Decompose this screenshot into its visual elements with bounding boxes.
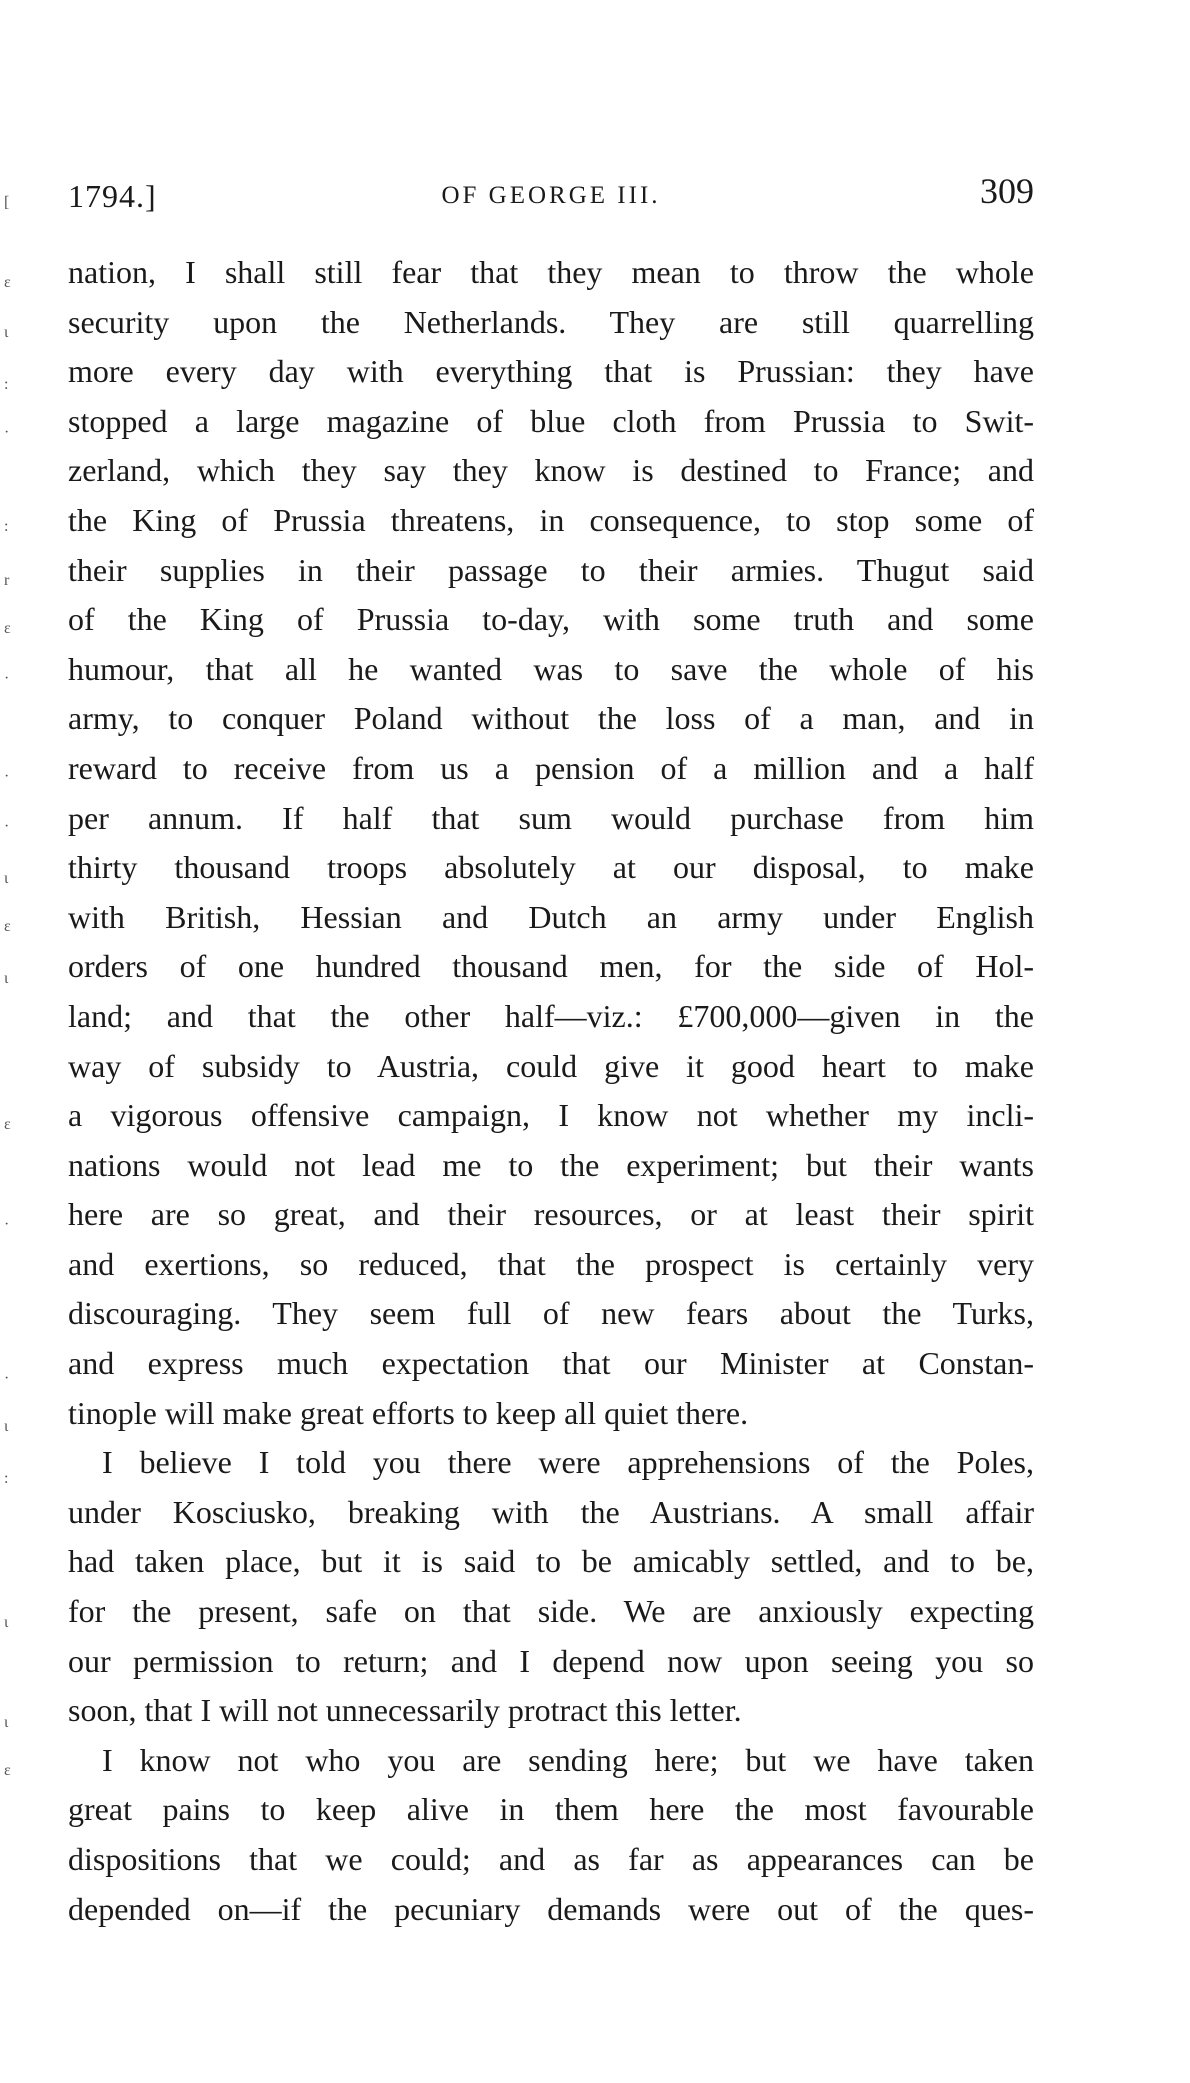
text-line: orders of one hundred thousand men, for the side of Hol- bbox=[68, 948, 1034, 985]
text-line: and exertions, so reduced, that the prospect is certainly very bbox=[68, 1245, 1034, 1282]
text-line: reward to receive from us a pension of a million and a half bbox=[68, 749, 1034, 786]
gutter-bleed-marks: [ ε ι : · : r ε · · · ι ε ι ε · · ι : ι ι ε bbox=[4, 194, 11, 1779]
text-line: thirty thousand troops absolutely at our disposal, to make bbox=[68, 849, 1034, 886]
text-line: nation, I shall still fear that they mean to throw the whole bbox=[68, 254, 1034, 290]
text-line: great pains to keep alive in them here the most favourable bbox=[68, 1791, 1034, 1828]
text-line: depended on—if the pecuniary demands were out of the ques- bbox=[68, 1890, 1034, 1927]
text-line: tinople will make great efforts to keep all quiet there. bbox=[68, 1394, 749, 1431]
text-line: stopped a large magazine of blue cloth from Prussia to Swit- bbox=[68, 402, 1034, 439]
text-line: army, to conquer Poland without the loss of a man, and in bbox=[68, 700, 1034, 737]
text-line: I know not who you are sending here; but we have taken bbox=[102, 1741, 1034, 1778]
text-line: I believe I told you there were apprehensions of the Poles, bbox=[102, 1444, 1034, 1481]
text-line: per annum. If half that sum would purchase from him bbox=[68, 799, 1034, 836]
text-line: discouraging. They seem full of new fears about the Turks, bbox=[68, 1295, 1034, 1332]
text-line: for the present, safe on that side. We are anxiously expecting bbox=[68, 1593, 1034, 1630]
text-line: dispositions that we could; and as far as appearances can be bbox=[68, 1841, 1034, 1877]
text-line: a vigorous offensive campaign, I know not whether my incli- bbox=[68, 1097, 1034, 1134]
text-line: here are so great, and their resources, or at least their spirit bbox=[68, 1196, 1034, 1233]
header-year: 1794.] bbox=[68, 178, 157, 214]
text-line: humour, that all he wanted was to save the whole of his bbox=[68, 650, 1034, 687]
text-line: land; and that the other half—viz.: £700,000—given in the bbox=[68, 997, 1034, 1034]
text-line: way of subsidy to Austria, could give it good heart to make bbox=[68, 1047, 1034, 1084]
page-number: 309 bbox=[980, 171, 1034, 211]
text-line: more every day with everything that is Prussian: they have bbox=[68, 353, 1034, 390]
running-title: OF GEORGE III. bbox=[441, 182, 661, 209]
paragraph bbox=[68, 1736, 1034, 1934]
text-line: of the King of Prussia to-day, with some truth and some bbox=[68, 601, 1034, 638]
paragraph bbox=[68, 1438, 1034, 1736]
text-line: our permission to return; and I depend now upon seeing you so bbox=[68, 1642, 1034, 1679]
text-line: had taken place, but it is said to be amicably settled, and to be, bbox=[68, 1543, 1034, 1580]
paragraph bbox=[68, 248, 1034, 1438]
text-line: with British, Hessian and Dutch an army under English bbox=[68, 898, 1034, 935]
text-line: zerland, which they say they know is destined to France; and bbox=[68, 452, 1034, 489]
running-header bbox=[68, 170, 1034, 220]
text-line: under Kosciusko, breaking with the Austrians. A small affair bbox=[68, 1493, 1034, 1530]
text-line: nations would not lead me to the experiment; but their wants bbox=[68, 1146, 1034, 1183]
text-line: and express much expectation that our Minister at Constan- bbox=[68, 1345, 1034, 1382]
text-line: the King of Prussia threatens, in consequence, to stop some of bbox=[68, 501, 1034, 538]
text-line: soon, that I will not unnecessarily protract this letter. bbox=[68, 1692, 742, 1729]
text-line: security upon the Netherlands. They are still quarrelling bbox=[68, 303, 1034, 340]
text-line: their supplies in their passage to their armies. Thugut said bbox=[68, 551, 1034, 588]
body-text bbox=[68, 248, 1034, 1934]
